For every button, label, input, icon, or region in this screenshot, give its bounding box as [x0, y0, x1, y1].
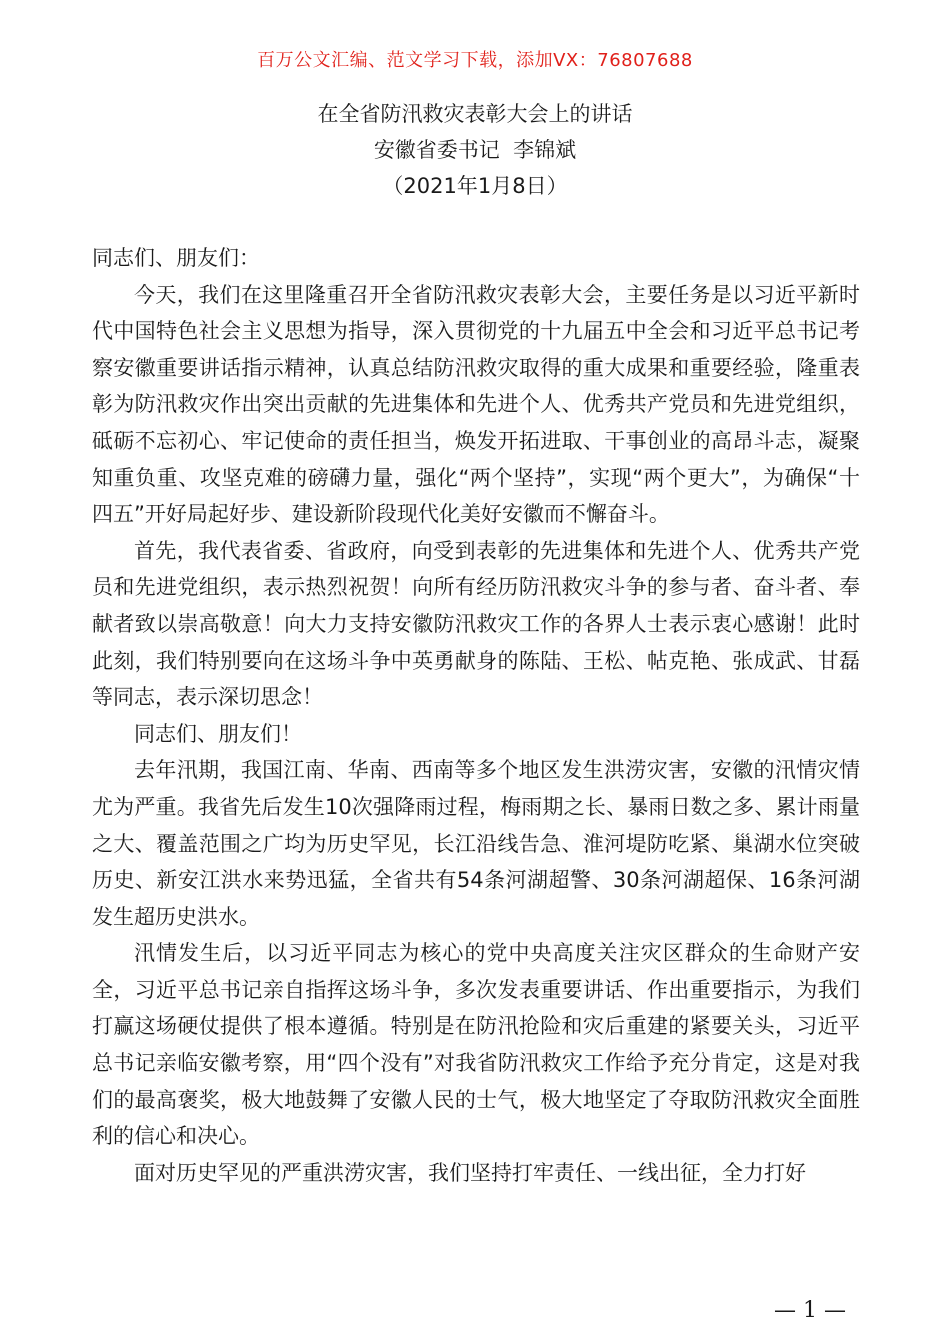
speech-body — [92, 240, 860, 1191]
speaker-line: 安徽省委书记 李锦斌 — [373, 138, 577, 162]
title-block — [0, 96, 950, 204]
paragraph: 汛情发生后，以习近平同志为核心的党中央高度关注灾区群众的生命财产安全，习近平总书记亲自指挥这场斗争，多次发表重要讲话、作出重要指示，为我们打赢这场硬仗提供了根本遵循。特别是在防汛抢险和灾后重建的紧要关头，习近平总书记亲临安徽考察，用“四个没有”对我省防汛救灾工作给予充分肯定，这是对我们的最高褒奖，极大地鼓舞了安徽人民的士气，极大地坚定了夺取防汛救灾全面胜利的信心和决心。 — [92, 941, 860, 1149]
salutation: 同志们、朋友们： — [92, 246, 260, 270]
speech-date: （2021年1月8日） — [382, 174, 568, 198]
paragraph: 同志们、朋友们！ — [134, 721, 302, 746]
paragraph: 面对历史罕见的严重洪涝灾害，我们坚持打牢责任、一线出征，全力打好 — [134, 1160, 806, 1185]
page-number: — 1 — — [774, 1298, 846, 1323]
paragraph: 首先，我代表省委、省政府，向受到表彰的先进集体和先进个人、优秀共产党员和先进党组织，表示热烈祝贺！向所有经历防汛救灾斗争的参与者、奋斗者、奉献者致以崇高敬意！向大力支持安徽防汛救灾工作的各界人士表示衷心感谢！此时此刻，我们特别要向在这场斗争中英勇献身的陈陆、王松、帖克艳、张成武、甘磊等同志，表示深切思念！ — [92, 538, 860, 710]
paragraph: 去年汛期，我国江南、华南、西南等多个地区发生洪涝灾害，安徽的汛情灾情尤为严重。我省先后发生10次强降雨过程，梅雨期之长、暴雨日数之多、累计雨量之大、覆盖范围之广均为历史罕见，长江沿线告急、淮河堤防吃紧、巢湖水位突破历史、新安江洪水来势迅猛，全省共有54条河湖超警、30条河湖超保、16条河湖发生超历史洪水。 — [92, 758, 860, 929]
paragraph: 今天，我们在这里隆重召开全省防汛救灾表彰大会，主要任务是以习近平新时代中国特色社会主义思想为指导，深入贯彻党的十九届五中全会和习近平总书记考察安徽重要讲话指示精神，认真总结防汛救灾取得的重大成果和重要经验，隆重表彰为防汛救灾作出突出贡献的先进集体和先进个人、优秀共产党员和先进党组织，砥砺不忘初心、牢记使命的责任担当，焕发开拓进取、干事创业的高昂斗志，凝聚知重负重、攻坚克难的磅礴力量，强化“两个坚持”，实现“两个更大”，为确保“十四五”开好局起好步、建设新阶段现代化美好安徽而不懈奋斗。 — [92, 282, 860, 527]
speech-title: 在全省防汛救灾表彰大会上的讲话 — [317, 102, 633, 126]
promo-banner: 百万公文汇编、范文学习下载，添加VX：76807688 — [257, 50, 693, 71]
